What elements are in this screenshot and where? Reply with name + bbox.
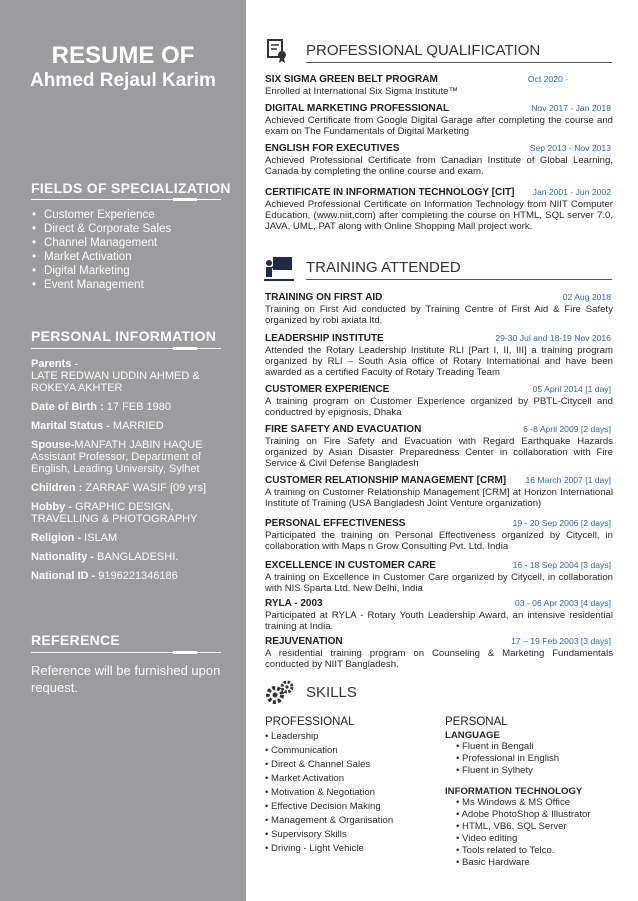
presentation-icon <box>264 255 294 288</box>
list-item: • Market Activation <box>32 250 171 264</box>
skills-subheading: PROFESSIONAL <box>265 716 355 728</box>
list-item: • Supervisory Skills <box>265 828 435 842</box>
info-value: GRAPHIC DESIGN, TRAVELLING & PHOTOGRAPHY <box>31 501 198 525</box>
language-heading: LANGUAGE <box>445 730 500 741</box>
training-entry <box>265 598 613 632</box>
list-item: • Leadership <box>265 730 435 744</box>
entry-date: 19 - 20 Sep 2006 [2 days] <box>512 518 611 528</box>
professional-skills <box>265 716 435 856</box>
entry-date: 16 March 2007 [1 day] <box>525 475 611 485</box>
entry-desc: Achieved Professional Certificate on Information Technology from NIIT Computer Education, (www.niit.com) after completing the course on HTML, SQL server 7.0, JAVA, UML, PAT along with Online Shopping Mall project work. <box>265 199 613 232</box>
fields-heading: FIELDS OF SPECIALIZATION <box>31 180 231 196</box>
entry-desc: Participated at RYLA - Rotary Youth Leadership Award, an intensive residential training at India. <box>265 610 613 632</box>
divider <box>306 279 612 280</box>
entry-title: RYLA - 2003 <box>265 598 323 609</box>
section-title: PROFESSIONAL QUALIFICATION <box>306 42 541 59</box>
entry-title: CUSTOMER RELATIONSHIP MANAGEMENT [CRM] <box>265 475 507 486</box>
personal-skills <box>445 716 613 869</box>
training-entry <box>265 560 613 594</box>
info-value: 9196221346186 <box>98 570 178 582</box>
entry-title: SIX SIGMA GREEN BELT PROGRAM <box>265 74 438 85</box>
info-value: ISLAM <box>84 532 118 544</box>
list-item: • Channel Management <box>32 236 171 250</box>
divider <box>306 62 612 63</box>
info-value: MANFATH JABIN HAQUE <box>74 439 203 451</box>
list-item: • Motivation & Negotiation <box>265 786 435 800</box>
info-row <box>31 439 219 475</box>
info-label: Date of Birth : <box>31 401 104 413</box>
personal-heading: PERSONAL INFORMATION <box>31 328 217 344</box>
list-item: • Direct & Channel Sales <box>265 758 435 772</box>
personal-info <box>31 358 219 589</box>
entry-date: 29-30 Jul and 18-19 Nov 2016 <box>495 333 611 343</box>
section-title: TRAINING ATTENDED <box>306 259 461 276</box>
info-row <box>31 401 219 413</box>
entry-title: TRAINING ON FIRST AID <box>265 292 383 303</box>
certificate-icon <box>264 38 290 69</box>
list-item: • Management & Organisation <box>265 814 435 828</box>
info-row <box>31 420 219 432</box>
entry-desc: Participated the training on Personal Effectiveness organized by Citycell, in collaboration with Maps n Grow Consulting Pvt. Ltd. India <box>265 530 613 552</box>
info-label: Parents - <box>31 358 79 370</box>
list-item: • Driving - Light Vehicle <box>265 842 435 856</box>
it-heading: INFORMATION TECHNOLOGY <box>445 786 583 797</box>
list-item: • Basic Hardware <box>445 857 613 869</box>
info-row <box>31 358 219 394</box>
entry-date: Sep 2013 - Nov 2013 <box>529 143 611 153</box>
training-entry <box>265 518 613 552</box>
qualification-entry <box>265 103 613 137</box>
list-item: • Effective Decision Making <box>265 800 435 814</box>
entry-desc: A training on Customer Relationship Management [CRM] at Horizon International Institute of Training (USA Bangladesh Joint Venture organization) <box>265 487 613 509</box>
list-item: • Fluent in Sylhety <box>445 765 613 777</box>
info-label: Children : <box>31 482 83 494</box>
divider <box>31 652 221 653</box>
list-item: • Video editing <box>445 833 613 845</box>
entry-title: FIRE SAFETY AND EVACUATION <box>265 424 422 435</box>
info-value: MARRIED <box>112 420 164 432</box>
entry-date: 16 - 18 Sep 2004 [3 days] <box>512 560 611 570</box>
entry-desc: Achieved Certificate from Google Digital Garage after completing the course and exam on The Fundamentals of Digital Marketing <box>265 115 613 137</box>
list-item: • Event Management <box>32 278 171 292</box>
list-item: • Direct & Corporate Sales <box>32 222 171 236</box>
entry-title: CUSTOMER EXPERIENCE <box>265 384 390 395</box>
info-row <box>31 482 219 494</box>
list-item: • Communication <box>265 744 435 758</box>
entry-desc: Achieved Professional Certificate from Canadian Institute of Global Learning, Canada by completing the online course and exam. <box>265 155 613 177</box>
entry-date: Nov 2017 - Jan 2018 <box>531 103 611 113</box>
info-value: LATE REDWAN UDDIN AHMED & ROKEYA AKHTER <box>31 370 200 394</box>
entry-desc: A training program on Customer Experience organized by PBTL-Citycell and conductred by epignosis, Dhaka <box>265 396 613 418</box>
entry-title: ENGLISH FOR EXECUTIVES <box>265 143 400 154</box>
info-row <box>31 501 219 525</box>
entry-desc: Training on First Aid conducted by Training Centre of First Aid & Fire Safety organized by robi axiata ltd. <box>265 304 613 326</box>
info-value: BANGLADESHI. <box>97 551 179 563</box>
info-label: Nationality - <box>31 551 94 563</box>
training-entry <box>265 292 613 326</box>
list-item: • Fluent in Bengali <box>445 741 613 753</box>
info-label: Spouse- <box>31 439 75 451</box>
info-label: Marital Status - <box>31 420 110 432</box>
training-entry <box>265 333 613 378</box>
candidate-name: Ahmed Rejaul Karim <box>30 70 216 91</box>
entry-desc: A training on Excellence in Customer Care organized by Citycell, in collaboration with NIS Sparta Ltd. New Delhi, India <box>265 572 613 594</box>
entry-date: 02 Aug 2018 <box>562 292 611 302</box>
training-entry <box>265 636 613 670</box>
entry-title: CERTIFICATE IN INFORMATION TECHNOLOGY [CIT] <box>265 187 515 198</box>
skills-subheading: PERSONAL <box>445 716 508 728</box>
list-item: • Digital Marketing <box>32 264 171 278</box>
entry-date: 03 - 06 Apr 2003 [4 days] <box>514 598 611 608</box>
entry-date: 6 -8 April 2009 [2 days] <box>523 424 611 434</box>
fields-list <box>32 208 171 292</box>
entry-date: Jan 2001 - Jun 2002 <box>532 187 611 197</box>
list-item: • Adobe PhotoShop & Illustrator <box>445 809 613 821</box>
entry-title: EXCELLENCE IN CUSTOMER CARE <box>265 560 436 571</box>
training-entry <box>265 424 613 469</box>
info-row <box>31 532 219 544</box>
entry-date: 05 April 2014 [1 day] <box>532 384 611 394</box>
qualification-entry <box>265 74 613 97</box>
reference-text: Reference will be furnished upon request. <box>31 663 221 695</box>
list-item: • Ms Windows & MS Office <box>445 797 613 809</box>
info-label: Hobby - <box>31 501 72 513</box>
list-item: • Market Activation <box>265 772 435 786</box>
training-entry <box>265 475 613 509</box>
entry-title: PERSONAL EFFECTIVENESS <box>265 518 406 529</box>
divider <box>31 348 221 349</box>
entry-title: REJUVENATION <box>265 636 343 647</box>
entry-date: 17 – 19 Feb 2003 [3 days] <box>511 636 611 646</box>
list-item: • HTML, VB6, SQL Server <box>445 821 613 833</box>
section-title: SKILLS <box>306 684 357 701</box>
info-value: ZARRAF WASIF [09 yrs] <box>85 482 207 494</box>
list-item: • Tools related to Telco. <box>445 845 613 857</box>
info-row <box>31 570 219 582</box>
entry-date: Oct 2020 - <box>527 74 568 84</box>
entry-title: LEADERSHIP INSTITUTE <box>265 333 384 344</box>
info-value: 17 FEB 1980 <box>106 401 172 413</box>
sidebar <box>0 0 246 901</box>
resume-title: RESUME OF <box>51 42 195 69</box>
entry-desc: Enrolled at International Six Sigma Institute™ <box>265 86 459 97</box>
entry-desc: Attended the Rotary Leadership Institute RLI [Part I, II, III] a training program organized by RLI – South Asia office of Rotary International and have been awarded as a certified Faculty of Rotary Treading Team <box>265 345 613 378</box>
qualification-entry <box>265 187 613 232</box>
training-entry <box>265 384 613 418</box>
entry-title: DIGITAL MARKETING PROFESSIONAL <box>265 103 450 114</box>
divider <box>31 199 221 200</box>
qualification-entry <box>265 143 613 177</box>
entry-desc: A residential training program on Counseling & Marketing Fundamentals conducted by NIIT Bangladesh. <box>265 648 613 670</box>
list-item: • Professional in English <box>445 753 613 765</box>
entry-desc: Training on Fire Safety and Evacuation with Regard Earthquake Hazards organized by Asian Disaster Preparedness Center in collaboration with Fire Service & Civil Defense Bangladesh <box>265 436 613 469</box>
info-label: Religion - <box>31 532 82 544</box>
gears-icon <box>264 680 296 711</box>
info-extra: Assistant Professor, Department of English, Leading University, Sylhet <box>31 451 201 475</box>
info-row <box>31 551 219 563</box>
reference-heading: REFERENCE <box>31 632 121 648</box>
list-item: • Customer Experience <box>32 208 171 222</box>
info-label: National ID - <box>31 570 96 582</box>
